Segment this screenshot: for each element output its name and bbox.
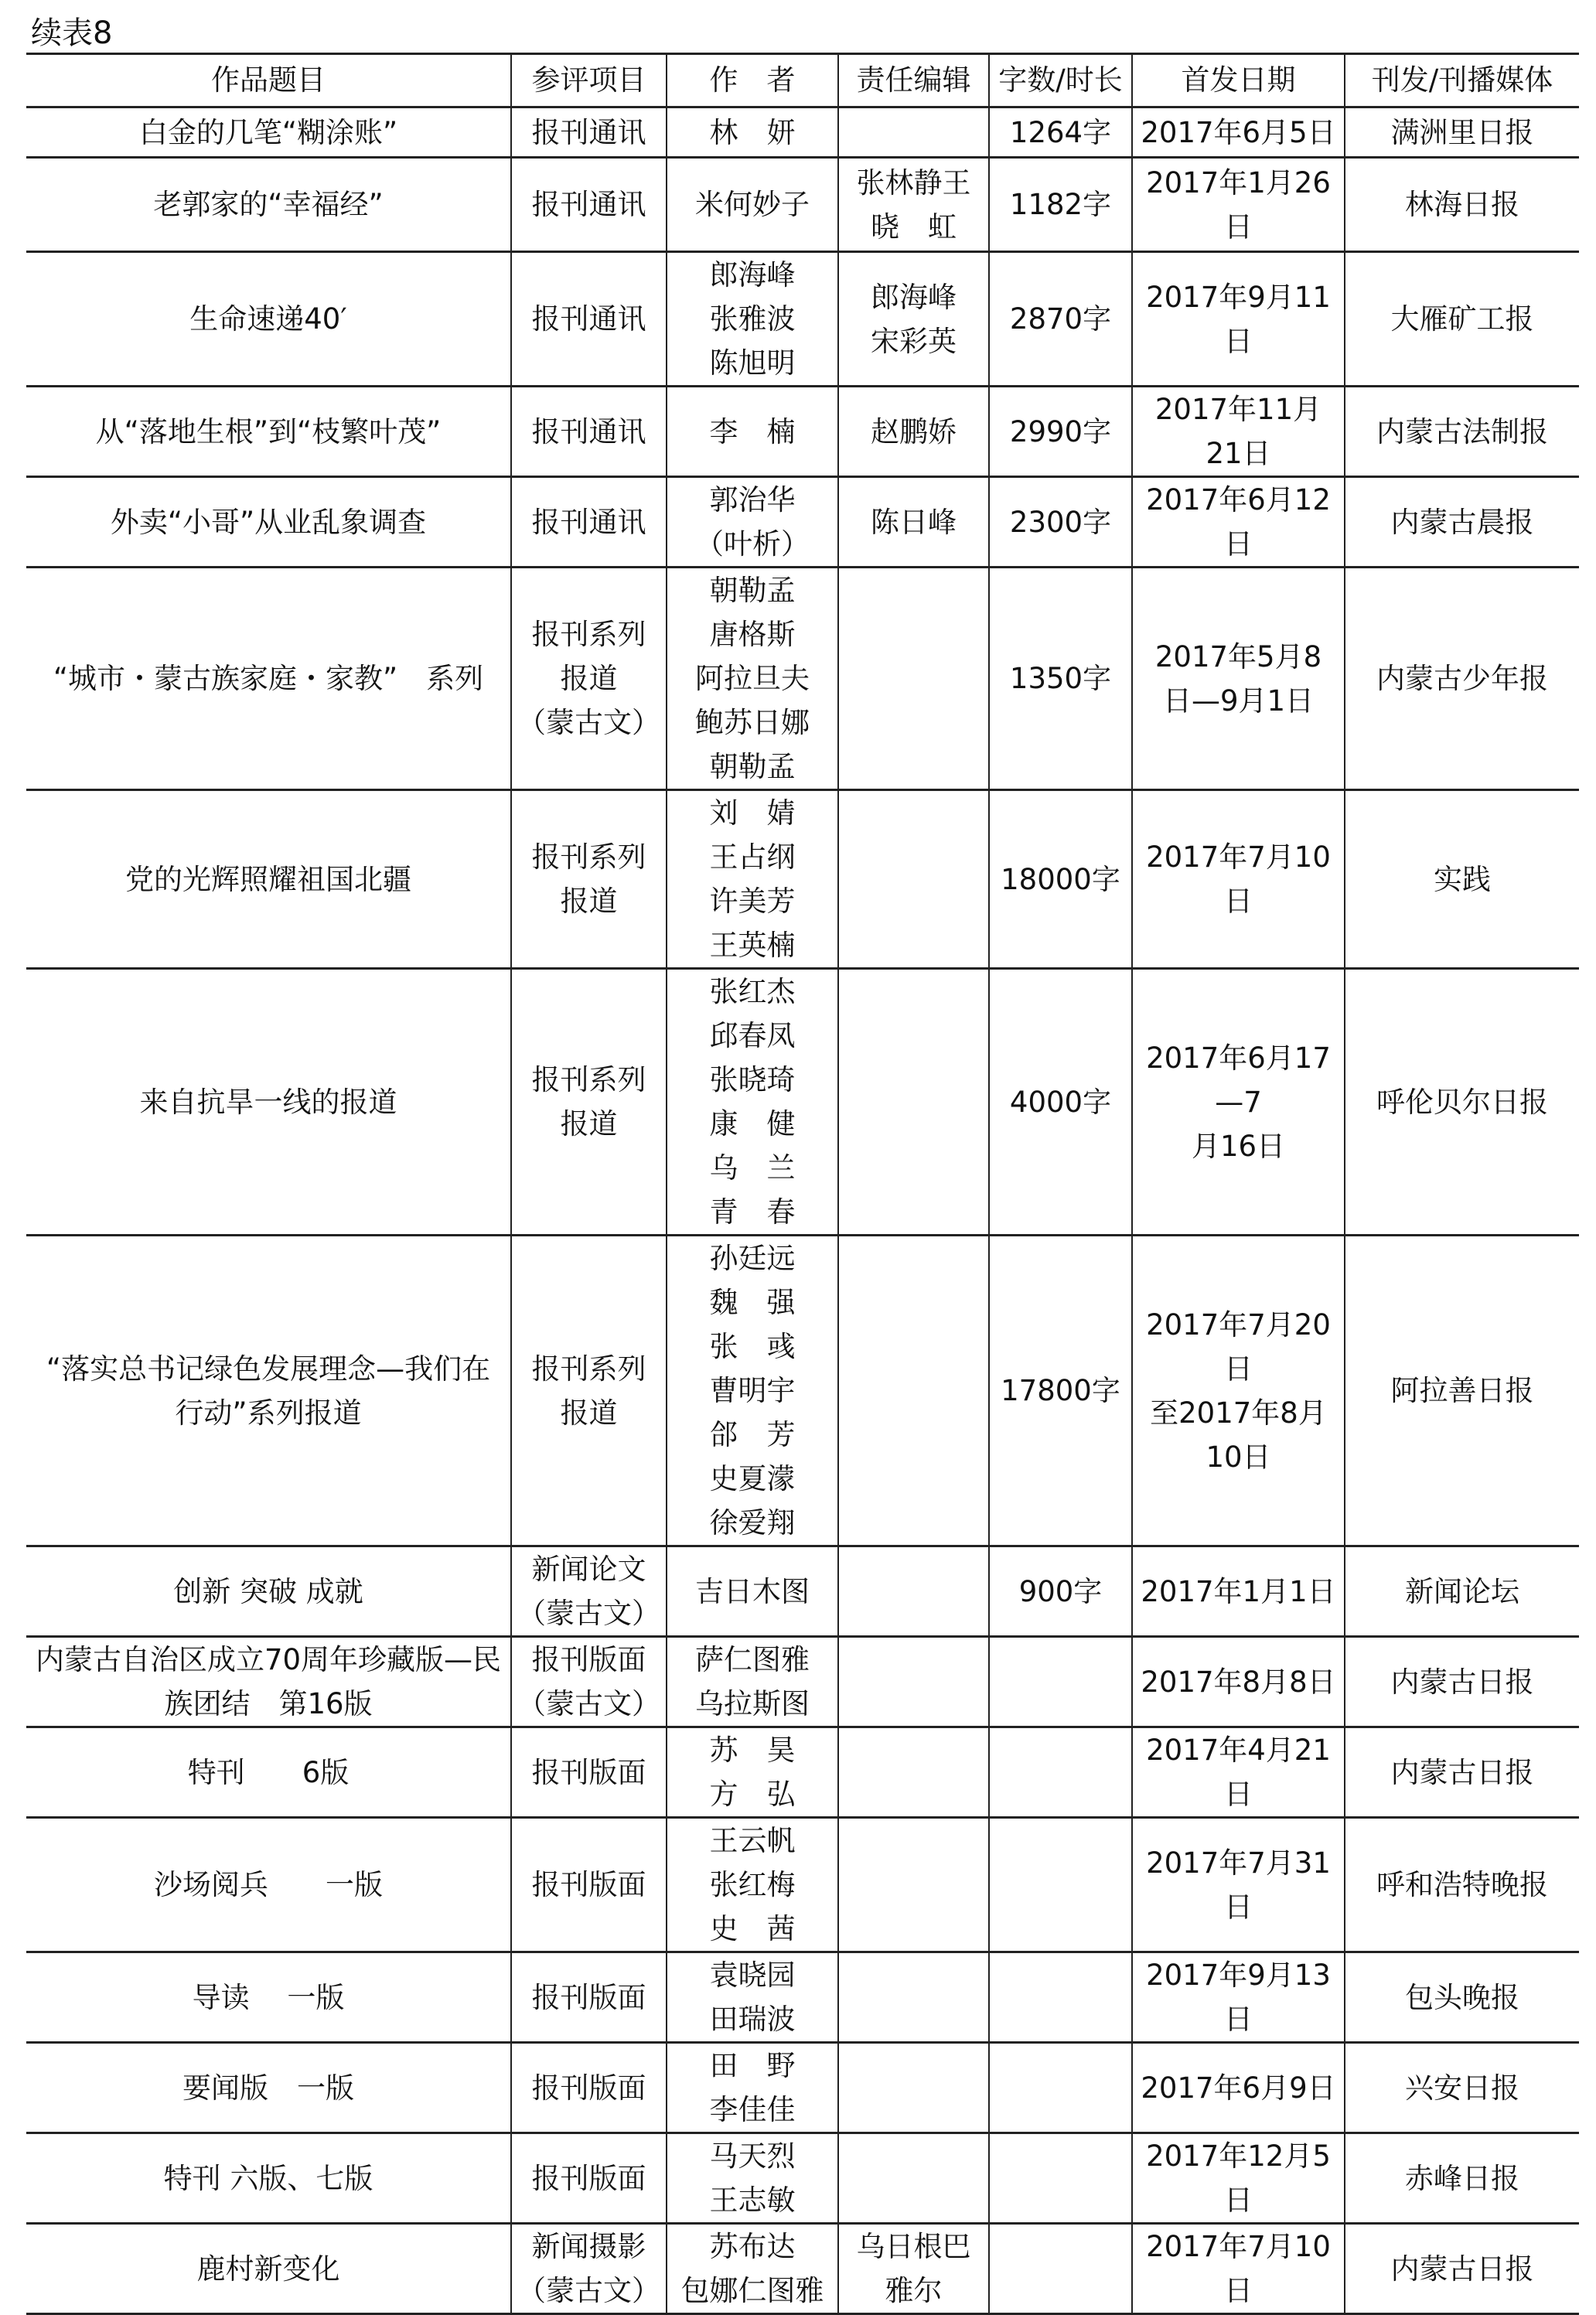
cell-media: 内蒙古少年报 — [1345, 568, 1579, 790]
cell-author: 孙廷远 魏 强 张 彧 曹明宇 郃 芳 史夏濛 徐爱翔 — [667, 1236, 838, 1546]
cell-editor: 陈日峰 — [838, 477, 989, 568]
cell-category: 报刊系列 报道 — [511, 1236, 667, 1546]
cell-media: 内蒙古晨报 — [1345, 477, 1579, 568]
cell-length: 1264字 — [989, 107, 1132, 158]
cell-title: 来自抗旱一线的报道 — [26, 969, 511, 1236]
cell-category: 报刊版面 — [511, 1727, 667, 1818]
cell-media: 内蒙古日报 — [1345, 2224, 1579, 2314]
cell-author: 苏 昊 方 弘 — [667, 1727, 838, 1818]
cell-media: 内蒙古日报 — [1345, 1727, 1579, 1818]
cell-media: 满洲里日报 — [1345, 107, 1579, 158]
cell-author: 林 妍 — [667, 107, 838, 158]
cell-date: 2017年6月9日 — [1132, 2043, 1345, 2133]
cell-date: 2017年5月8 日—9月1日 — [1132, 568, 1345, 790]
col-header-length: 字数/时长 — [989, 54, 1132, 107]
table-row — [26, 158, 1579, 252]
cell-category: 新闻论文 （蒙古文） — [511, 1546, 667, 1637]
cell-length: 2870字 — [989, 252, 1132, 387]
cell-date: 2017年12月5日 — [1132, 2133, 1345, 2224]
cell-author: 张红杰 邱春凤 张晓琦 康 健 乌 兰 青 春 — [667, 969, 838, 1236]
cell-title: 导读 一版 — [26, 1952, 511, 2043]
cell-date: 2017年7月31日 — [1132, 1818, 1345, 1952]
cell-length: 18000字 — [989, 790, 1132, 969]
cell-author: 郎海峰 张雅波 陈旭明 — [667, 252, 838, 387]
cell-editor: 张林静王 晓 虹 — [838, 158, 989, 252]
cell-category: 报刊版面 — [511, 1952, 667, 2043]
cell-author: 马天烈 王志敏 — [667, 2133, 838, 2224]
cell-author: 萨仁图雅 乌拉斯图 — [667, 1637, 838, 1727]
cell-length: 1350字 — [989, 568, 1132, 790]
cell-date: 2017年1月26日 — [1132, 158, 1345, 252]
cell-length: 1182字 — [989, 158, 1132, 252]
cell-category: 报刊系列 报道 （蒙古文） — [511, 568, 667, 790]
cell-author: 朝勒孟 唐格斯 阿拉旦夫 鲍苏日娜 朝勒孟 — [667, 568, 838, 790]
cell-date: 2017年1月1日 — [1132, 1546, 1345, 1637]
col-header-editor: 责任编辑 — [838, 54, 989, 107]
cell-date: 2017年11月21日 — [1132, 387, 1345, 477]
col-header-category: 参评项目 — [511, 54, 667, 107]
cell-category: 报刊通讯 — [511, 387, 667, 477]
cell-author: 苏布达 包娜仁图雅 — [667, 2224, 838, 2314]
cell-media: 包头晚报 — [1345, 1952, 1579, 2043]
cell-length: 4000字 — [989, 969, 1132, 1236]
cell-category: 报刊系列 报道 — [511, 969, 667, 1236]
cell-media: 实践 — [1345, 790, 1579, 969]
table-row — [26, 2043, 1579, 2133]
cell-title: 沙场阅兵 一版 — [26, 1818, 511, 1952]
cell-category: 报刊版面 （蒙古文） — [511, 1637, 667, 1727]
cell-editor — [838, 969, 989, 1236]
cell-editor — [838, 2043, 989, 2133]
cell-category: 新闻摄影 （蒙古文） — [511, 2224, 667, 2314]
cell-title: 内蒙古自治区成立70周年珍藏版—民 族团结 第16版 — [26, 1637, 511, 1727]
table-row — [26, 1952, 1579, 2043]
cell-author: 王云帆 张红梅 史 茜 — [667, 1818, 838, 1952]
cell-length: 2990字 — [989, 387, 1132, 477]
cell-editor — [838, 1727, 989, 1818]
cell-category: 报刊系列 报道 — [511, 790, 667, 969]
table-row — [26, 387, 1579, 477]
table-row — [26, 1637, 1579, 1727]
cell-editor — [838, 2133, 989, 2224]
cell-media: 内蒙古日报 — [1345, 1637, 1579, 1727]
col-header-author: 作 者 — [667, 54, 838, 107]
cell-length — [989, 1727, 1132, 1818]
cell-editor: 郎海峰 宋彩英 — [838, 252, 989, 387]
cell-date: 2017年6月12日 — [1132, 477, 1345, 568]
cell-media: 林海日报 — [1345, 158, 1579, 252]
cell-author: 田 野 李佳佳 — [667, 2043, 838, 2133]
cell-media: 新闻论坛 — [1345, 1546, 1579, 1637]
cell-media: 大雁矿工报 — [1345, 252, 1579, 387]
cell-category: 报刊通讯 — [511, 158, 667, 252]
cell-date: 2017年9月13日 — [1132, 1952, 1345, 2043]
cell-author: 米何妙子 — [667, 158, 838, 252]
cell-media: 呼和浩特晚报 — [1345, 1818, 1579, 1952]
cell-length: 2300字 — [989, 477, 1132, 568]
cell-date: 2017年6月17—7 月16日 — [1132, 969, 1345, 1236]
cell-editor — [838, 1236, 989, 1546]
cell-title: 白金的几笔“糊涂账” — [26, 107, 511, 158]
cell-title: “落实总书记绿色发展理念—我们在 行动”系列报道 — [26, 1236, 511, 1546]
cell-editor — [838, 1637, 989, 1727]
cell-title: 创新 突破 成就 — [26, 1546, 511, 1637]
cell-length — [989, 2043, 1132, 2133]
cell-title: “城市・蒙古族家庭・家教” 系列 — [26, 568, 511, 790]
cell-media: 赤峰日报 — [1345, 2133, 1579, 2224]
cell-length — [989, 1818, 1132, 1952]
cell-editor: 乌日根巴 雅尔 — [838, 2224, 989, 2314]
cell-date: 2017年4月21日 — [1132, 1727, 1345, 1818]
cell-author: 刘 婧 王占纲 许美芳 王英楠 — [667, 790, 838, 969]
cell-length: 17800字 — [989, 1236, 1132, 1546]
table-row — [26, 969, 1579, 1236]
cell-title: 要闻版 一版 — [26, 2043, 511, 2133]
cell-title: 生命速递40′ — [26, 252, 511, 387]
table-row — [26, 790, 1579, 969]
table-row — [26, 477, 1579, 568]
table-row — [26, 252, 1579, 387]
table-caption: 续表8 — [31, 15, 113, 51]
cell-author: 李 楠 — [667, 387, 838, 477]
cell-media: 兴安日报 — [1345, 2043, 1579, 2133]
cell-length — [989, 2133, 1132, 2224]
col-header-date: 首发日期 — [1132, 54, 1345, 107]
cell-date: 2017年7月10日 — [1132, 790, 1345, 969]
cell-length — [989, 1952, 1132, 2043]
cell-title: 特刊 6版 — [26, 1727, 511, 1818]
table-row — [26, 1546, 1579, 1637]
cell-media: 呼伦贝尔日报 — [1345, 969, 1579, 1236]
cell-media: 内蒙古法制报 — [1345, 387, 1579, 477]
cell-category: 报刊版面 — [511, 2043, 667, 2133]
awards-table — [26, 53, 1579, 2315]
cell-category: 报刊通讯 — [511, 252, 667, 387]
table-row — [26, 2133, 1579, 2224]
cell-media: 阿拉善日报 — [1345, 1236, 1579, 1546]
cell-editor: 赵鹏娇 — [838, 387, 989, 477]
cell-date: 2017年7月10日 — [1132, 2224, 1345, 2314]
cell-editor — [838, 790, 989, 969]
cell-editor — [838, 568, 989, 790]
cell-author: 郭治华 （叶析） — [667, 477, 838, 568]
cell-editor — [838, 107, 989, 158]
cell-author: 袁晓园 田瑞波 — [667, 1952, 838, 2043]
cell-title: 老郭家的“幸福经” — [26, 158, 511, 252]
table-row — [26, 107, 1579, 158]
cell-title: 特刊 六版、七版 — [26, 2133, 511, 2224]
cell-category: 报刊通讯 — [511, 107, 667, 158]
table-row — [26, 1727, 1579, 1818]
table-row — [26, 1236, 1579, 1546]
cell-title: 外卖“小哥”从业乱象调查 — [26, 477, 511, 568]
col-header-media: 刊发/刊播媒体 — [1345, 54, 1579, 107]
cell-category: 报刊版面 — [511, 2133, 667, 2224]
cell-author: 吉日木图 — [667, 1546, 838, 1637]
col-header-title: 作品题目 — [26, 54, 511, 107]
cell-editor — [838, 1546, 989, 1637]
cell-title: 党的光辉照耀祖国北疆 — [26, 790, 511, 969]
cell-date: 2017年6月5日 — [1132, 107, 1345, 158]
cell-date: 2017年7月20日 至2017年8月 10日 — [1132, 1236, 1345, 1546]
table-row — [26, 2224, 1579, 2314]
cell-length: 900字 — [989, 1546, 1132, 1637]
cell-editor — [838, 1952, 989, 2043]
table-row — [26, 1818, 1579, 1952]
cell-category: 报刊通讯 — [511, 477, 667, 568]
cell-date: 2017年8月8日 — [1132, 1637, 1345, 1727]
header-row — [26, 54, 1579, 107]
cell-length — [989, 1637, 1132, 1727]
cell-title: 从“落地生根”到“枝繁叶茂” — [26, 387, 511, 477]
cell-category: 报刊版面 — [511, 1818, 667, 1952]
cell-editor — [838, 1818, 989, 1952]
cell-title: 鹿村新变化 — [26, 2224, 511, 2314]
cell-date: 2017年9月11日 — [1132, 252, 1345, 387]
table-row — [26, 568, 1579, 790]
cell-length — [989, 2224, 1132, 2314]
